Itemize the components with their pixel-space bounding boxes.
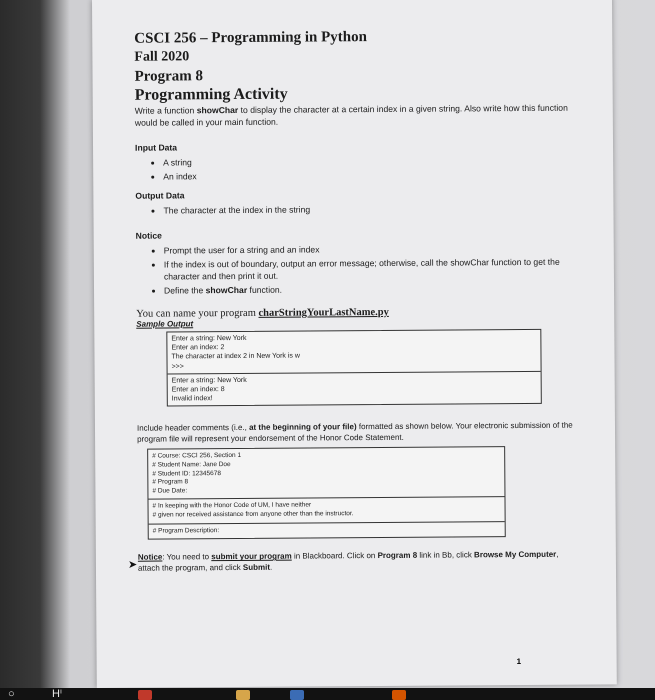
comment-line: # given nor received assistance from anyone other than the instructor. [152,510,354,519]
console-line: Invalid index! [171,395,213,403]
app-icon[interactable] [392,690,406,700]
comment-line: # Program Description: [152,526,220,535]
header-comments-paragraph: Include header comments (i.e., at the beginning of your file) formatted as shown below. Your electronic submission of the program file will represent your endorsement of the Honor Code Statement. [136,421,573,445]
console-line: The character at index 2 in New York is w [171,352,300,361]
sample-output-label: Sample Output [136,319,194,329]
header-comments-box [147,447,506,540]
list-item: • If the index is out of boundary, output an error message; otherwise, call the showChar function to get the character and then print it out. [164,256,576,283]
submission-notice: Notice: You need to submit your program in Blackboard. Click on Program 8 link in Bb, click Browse My Computer, attach the program, and click Submit. [137,549,559,573]
filename: charStringYourLastName.py [258,306,389,319]
page-number: 1 [516,657,522,667]
comment-line: # Course: CSCI 256, Section 1 [152,452,242,461]
list-item: • The character at the index in the string [163,202,575,217]
comment-line: # In keeping with the Honor Code of UM, I have neither [152,501,312,510]
comment-line: # Student ID: 12345678 [152,469,222,478]
divider [148,497,504,500]
course-title: CSCI 256 – Programming in Python [134,29,367,47]
semester: Fall 2020 [134,49,190,65]
notice-heading: Notice [135,230,162,241]
list-item: • Prompt the user for a string and an index [164,242,576,257]
input-heading: Input Data [134,142,178,153]
document-page [92,0,617,688]
console-line: >>> [171,362,184,371]
app-icon[interactable] [138,690,152,700]
list-item: • A string [163,154,575,169]
console-line: Enter an index: 8 [171,386,225,394]
search-icon[interactable]: ○ [8,688,15,700]
taskbar [0,688,655,700]
filename-line: You can name your program charStringYourLastName.py [136,306,389,320]
comment-line: # Program 8 [152,478,189,486]
sample-output-box [166,329,542,407]
task-view-icon[interactable]: Hⁱ [52,688,62,700]
notice-list [136,242,576,297]
console-line: Enter a string: New York [171,376,247,385]
activity-title: Programming Activity [134,85,288,104]
console-line: Enter an index: 2 [171,344,225,352]
list-item: • Define the showChar function. [164,282,576,297]
program-title: Program 8 [134,68,204,85]
app-icon[interactable] [236,690,250,700]
input-list [135,154,575,183]
list-item: • An index [163,168,575,183]
intro-paragraph: Write a function showChar to display the character at a certain index in a given string. Also write how this function would be called in your main function. [134,102,568,128]
comment-line: # Due Date: [152,487,188,495]
console-line: Enter a string: New York [171,334,247,343]
mouse-cursor-icon: ➤ [128,559,138,571]
divider [149,521,505,524]
app-icon[interactable] [290,690,304,700]
output-list [135,202,575,217]
document-body [134,27,578,574]
output-heading: Output Data [135,190,185,201]
comment-line: # Student Name: Jane Doe [152,461,231,469]
